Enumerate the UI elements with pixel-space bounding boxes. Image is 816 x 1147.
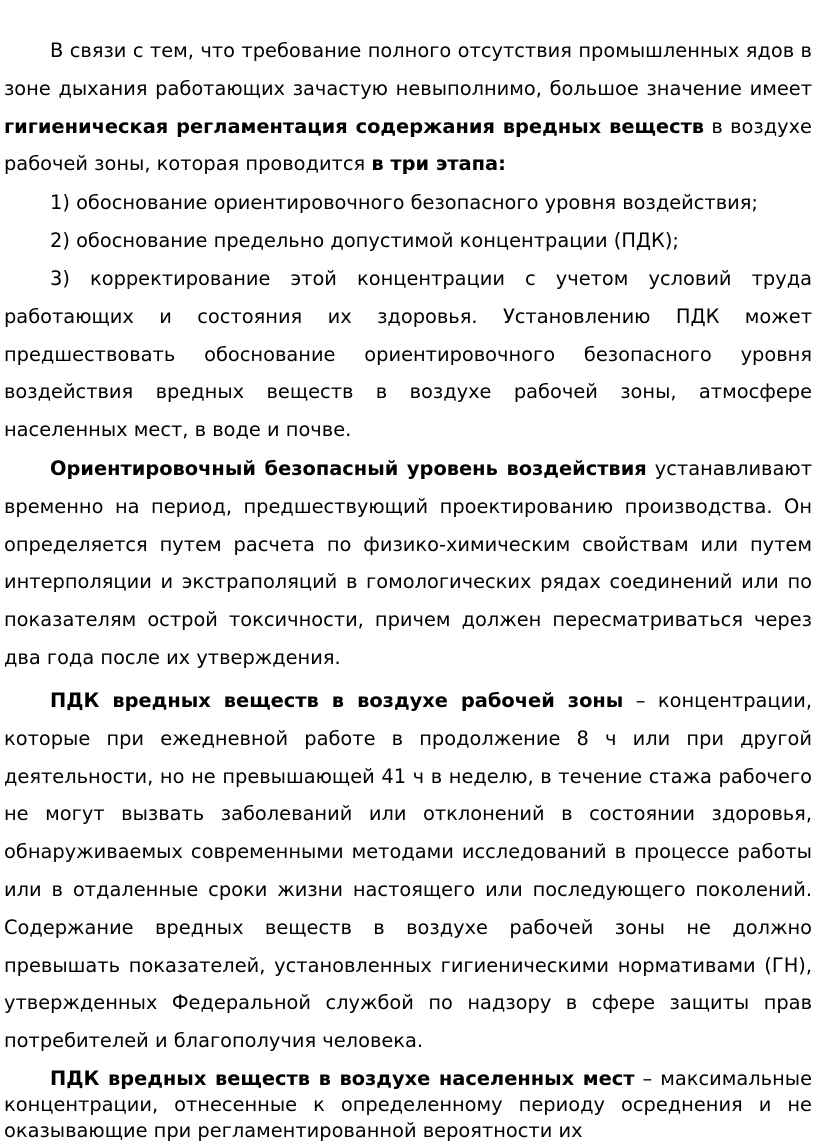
list-item-1: 1) обоснование ориентировочного безопасного уровня воздействия;: [50, 191, 758, 214]
obuv-text: устанавливают временно на период, предшествующий проектированию производства. Он определяется путем расчета по физико-химическим свойствам или путем интерполяции и экстраполяций в гомологических рядах соединений или по показателям острой токсичности, причем должен пересматриваться через два года после их утверждения.: [4, 457, 812, 669]
list-item-3: 3) корректирование этой концентрации с учетом условий труда работающих и состояния их здоровья. Установлению ПДК может предшествовать обоснование ориентировочного безопасного уровня воздействия вредных веществ в воздухе рабочей зоны, атмосфере населенных мест, в воде и почве.: [4, 267, 812, 442]
pdk-work-zone-paragraph: [4, 682, 812, 1060]
obuv-paragraph: [4, 450, 812, 677]
intro-text-1: В связи с тем, что требование полного отсутствия промышленных ядов в зоне дыхания работающих зачастую невыполнимо, большое значение имеет: [4, 39, 812, 100]
intro-bold-1: гигиеническая регламентация содержания вредных веществ: [4, 114, 705, 138]
pdk-work-zone-term: ПДК вредных веществ в воздухе рабочей зоны: [50, 689, 624, 712]
obuv-term: Ориентировочный безопасный уровень воздействия: [50, 457, 647, 480]
pdk-settlements-paragraph: [4, 1066, 812, 1144]
pdk-settlements-term: ПДК вредных веществ в воздухе населенных мест: [50, 1067, 635, 1090]
intro-bold-2: в три этапа:: [371, 152, 506, 176]
list-item-2: 2) обоснование предельно допустимой концентрации (ПДК);: [50, 229, 679, 252]
intro-paragraph: [4, 32, 812, 183]
intro-text-2: в воздухе рабочей зоны, которая проводится: [4, 114, 812, 176]
pdk-work-zone-text: – концентрации, которые при ежедневной работе в продолжение 8 ч или при другой деятельности, но не превышающей 41 ч в неделю, в течение стажа рабочего не могут вызвать заболеваний или отклонений в состоянии здоровья, обнаруживаемых современными методами исследований в процессе работы или в отдаленные сроки жизни настоящего или последующего поколений. Содержание вредных веществ в воздухе рабочей зоны не должно превышать показателей, установленных гигиеническими нормативами (ГН), утвержденных Федеральной службой по надзору в сфере защиты прав потребителей и благополучия человека.: [4, 689, 812, 1053]
pdk-settlements-text: – максимальные концентрации, отнесенные к определенному периоду осреднения и не оказывающие при регламентированной вероятности их: [4, 1067, 812, 1142]
